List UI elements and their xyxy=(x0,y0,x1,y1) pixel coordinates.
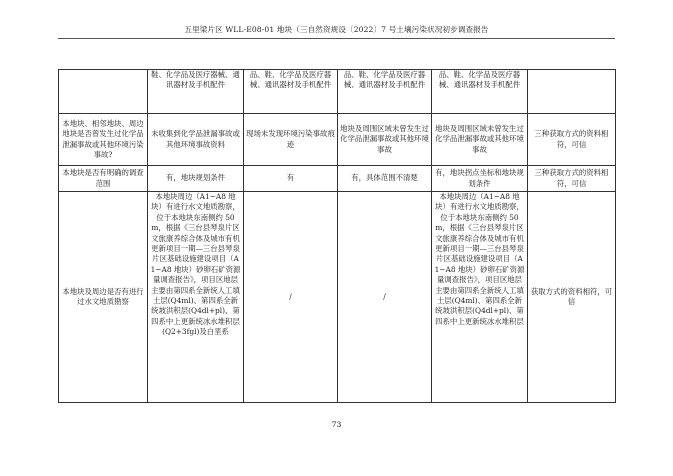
table-cell: 本地块周边（A1~A8 地块）有进行水文地质勘察，位于本地块东南侧约 50m，根据《三台县琴泉片区文旅康养综合体及城市有机更新项目一期—三台县琴泉片区基础设施建设项目（A1~A8 地块）砂卵石矿资源量调查报告》，项目区地层主要由第四系全新统人工填土层(Q4ml)、第四系全新统坡洪积层(Q4dl+pl)、第四系中上更新统冰水堆积层 xyxy=(432,192,528,403)
page-number: 73 xyxy=(331,420,342,429)
table-cell: 获取方式的资料相符，可信 xyxy=(528,192,616,403)
header-rule xyxy=(58,38,615,39)
table-cell: / xyxy=(338,192,432,403)
table-cell: 三种获取方式的资料相符，可信 xyxy=(528,166,616,192)
table-cell: 有 xyxy=(244,166,338,192)
row-label: 本地块及周边是否有进行过水文地质勘察 xyxy=(59,192,148,403)
table-cell: 地块及周围区域未曾发生过化学品泄漏事故或其他环境事故 xyxy=(338,114,432,166)
table-cell: 现场未发现环境污染事故痕迹 xyxy=(244,114,338,166)
row-label xyxy=(59,70,148,114)
table-cell: 有，地块拐点坐标和地块规划条件 xyxy=(432,166,528,192)
table-row xyxy=(59,114,616,166)
table-row xyxy=(59,192,616,403)
table-cell: 地块及周围区域未曾发生过化学品泄漏事故或其他环境事故 xyxy=(432,114,528,166)
row-label: 本地块、相邻地块、周边地块是否曾发生过化学品泄漏事故或其他环境污染事故? xyxy=(59,114,148,166)
table-cell: 品、鞋、化学品及医疗器械、通讯器材及手机配件 xyxy=(432,70,528,114)
table-cell: 有，地块规划条件 xyxy=(148,166,244,192)
running-header: 五里梁片区 WLL-E08-01 地块（三自然资规设〔2022〕7 号土壤污染状况初步调查报告 xyxy=(184,25,489,34)
row-label: 本地块是否有明确的调查范围 xyxy=(59,166,148,192)
table-cell xyxy=(528,70,616,114)
table-row xyxy=(59,70,616,114)
table-cell: 未收集到化学品泄漏事故或其他环境事故资料 xyxy=(148,114,244,166)
table-cell: 有，具体范围不清楚 xyxy=(338,166,432,192)
survey-comparison-table xyxy=(58,69,616,403)
table-cell: 品、鞋、化学品及医疗器械、通讯器材及手机配件 xyxy=(244,70,338,114)
table-cell: 品、鞋、化学品及医疗器械、通讯器材及手机配件 xyxy=(338,70,432,114)
table-cell: 鞋、化学品及医疗器械、通讯器材及手机配件 xyxy=(148,70,244,114)
table-cell: 三种获取方式的资料相符，可信 xyxy=(528,114,616,166)
table-cell: 本地块周边（A1~A8 地块）有进行水文地质勘察，位于本地块东南侧约 50m，根据《三台县琴泉片区文旅康养综合体及城市有机更新项目一期—三台县琴泉片区基础设施建设项目（A1~A8 地块）砂卵石矿资源量调查报告》，项目区地层主要由第四系全新统人工填土层(Q4ml)、第四系全新统坡洪积层(Q4dl+pl)、第四系中上更新统冰水堆积层(Q2+3fgl)及白垩系 xyxy=(148,192,244,403)
table-cell: / xyxy=(244,192,338,403)
table-row xyxy=(59,166,616,192)
